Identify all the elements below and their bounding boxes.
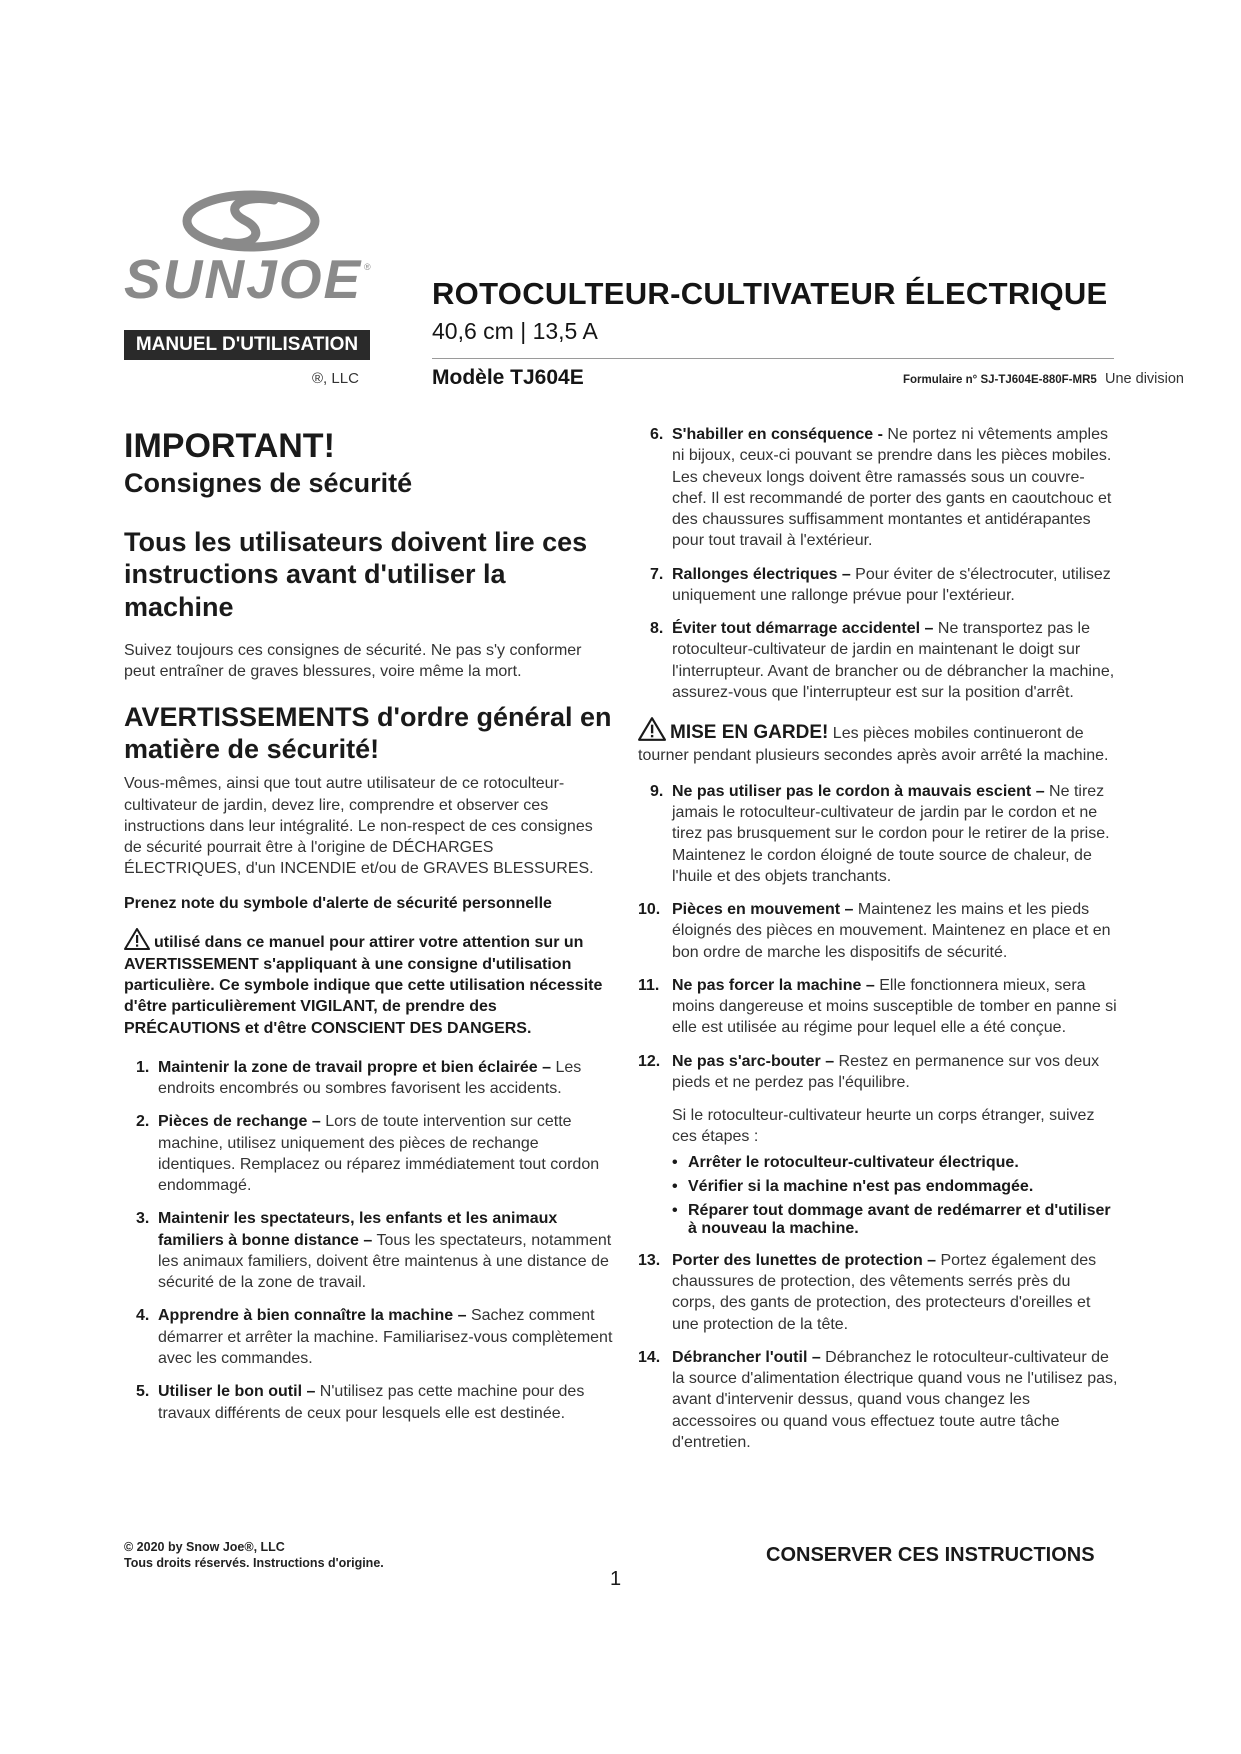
right-safety-list-a bbox=[638, 424, 1118, 703]
item-title: Porter des lunettes de protection – bbox=[672, 1251, 937, 1269]
all-users-heading: Tous les utilisateurs doivent lire ces instructions avant d'utiliser la machine bbox=[124, 526, 588, 622]
item-number: 8. bbox=[650, 620, 664, 638]
warning-triangle-icon bbox=[124, 928, 150, 950]
item-number: 11. bbox=[638, 976, 660, 994]
safety-item bbox=[124, 1111, 614, 1196]
item-number: 10. bbox=[638, 901, 661, 919]
item-text: Tous les spectateurs, notamment les animaux familiers, doivent être maintenus à une distance de sécurité de la zone de travail. bbox=[158, 1231, 612, 1292]
product-spec: 40,6 cm | 13,5 A bbox=[432, 318, 598, 344]
warnings-heading: AVERTISSEMENTS d'ordre général en matière de sécurité! bbox=[124, 701, 612, 764]
safety-subheading: Consignes de sécurité bbox=[124, 468, 413, 499]
safety-item bbox=[638, 564, 1118, 607]
safety-item bbox=[124, 1381, 614, 1424]
item-text: Ne portez ni vêtements amples ni bijoux, ceux-ci pouvant se prendre dans les pièces mobiles. Les cheveux longs doivent être ramassés sous un couvre-chef. Il est recommandé de porter des gants en caoutchouc et des chaussures suffisamment montantes et antidérapantes pour tout travail à l'extérieur. bbox=[672, 426, 1112, 550]
item-title: Ne pas utiliser pas le cordon à mauvais escient – bbox=[672, 782, 1045, 800]
form-number: Formulaire n° SJ-TJ604E-880F-MR5 bbox=[903, 374, 1097, 386]
left-safety-list bbox=[124, 1057, 614, 1424]
symbol-note: Prenez note du symbole d'alerte de sécurité personnelle bbox=[124, 894, 552, 912]
header-divider bbox=[432, 358, 1114, 359]
safety-item bbox=[124, 1057, 614, 1100]
right-column bbox=[638, 424, 1118, 1465]
brand-name: SUNJOE bbox=[124, 248, 363, 310]
brand-registered-mark: ® bbox=[364, 262, 371, 272]
safety-item bbox=[638, 1347, 1118, 1453]
item-text: Les endroits encombrés ou sombres favorisent les accidents. bbox=[158, 1058, 582, 1098]
item-number: 4. bbox=[136, 1307, 150, 1325]
item-title: Ne pas forcer la machine – bbox=[672, 976, 875, 994]
item-title: Maintenir la zone de travail propre et bien éclairée – bbox=[158, 1058, 552, 1076]
model-number: Modèle TJ604E bbox=[432, 366, 584, 389]
item12-steps bbox=[638, 1105, 1118, 1238]
symbol-text: utilisé dans ce manuel pour attirer votre attention sur un AVERTISSEMENT s'appliquant à une consigne d'utilisation particulière. Ce symbole indique que cette utilisation nécessite d'être particulièrement VIGILANT, de prendre des PRÉCAUTIONS et d'être CONSCIENT DES DANGERS. bbox=[124, 934, 603, 1037]
caution-word: MISE EN GARDE! bbox=[670, 722, 829, 744]
item-number: 7. bbox=[650, 565, 664, 583]
important-heading: IMPORTANT! bbox=[124, 427, 335, 465]
safety-item bbox=[638, 781, 1118, 887]
item-text: Maintenez les mains et les pieds éloignés des pièces en mouvement. Maintenez en place et en bon ordre de marche les dispositifs de sécurité. bbox=[672, 901, 1111, 961]
warnings-paragraph: Vous-mêmes, ainsi que tout autre utilisateur de ce rotoculteur-cultivateur de jardin, devez lire, comprendre et observer ces instructions dans leur intégralité. Le non-respect de ces consignes de sécurité pourrait être à l'origine de DÉCHARGES ÉLECTRIQUES, d'un INCENDIE et/ou de GRAVES BLESSURES. bbox=[124, 775, 594, 878]
safety-item bbox=[124, 1208, 614, 1293]
caution-text: Les pièces mobiles continueront de tourner pendant plusieurs secondes après avoir arrêté la machine. bbox=[638, 725, 1109, 765]
item-text: Lors de toute intervention sur cette machine, utilisez uniquement des pièces de rechange identiques. Remplacez ou réparez immédiatement tout cordon endommagé. bbox=[158, 1113, 600, 1195]
division-text: Une division bbox=[1105, 371, 1184, 387]
item-number: 5. bbox=[136, 1383, 150, 1401]
safety-item bbox=[638, 975, 1118, 1039]
safety-item bbox=[638, 1250, 1118, 1335]
keep-instructions: CONSERVER CES INSTRUCTIONS bbox=[766, 1544, 1095, 1566]
item-text: Portez également des chaussures de protection, des vêtements serrés près du corps, des gants de protection, des protecteurs d'oreilles et une protection de la tête. bbox=[672, 1251, 1097, 1333]
item-text: Ne transportez pas le rotoculteur-cultivateur de jardin en maintenant le doigt sur l'interrupteur. Avant de brancher ou de débrancher la machine, assurez-vous que l'interrupteur est sur la position d'arrêt. bbox=[672, 620, 1115, 701]
item-text: Ne tirez jamais le rotoculteur-cultivateur de jardin par le cordon et ne tirez pas brusquement sur le cordon pour le retirer de la prise. Maintenez le cordon éloigné de toute source de chaleur, de l'huile et des objets tranchants. bbox=[672, 782, 1110, 885]
item-title: Éviter tout démarrage accidentel – bbox=[672, 620, 934, 638]
right-safety-list-c bbox=[638, 1250, 1118, 1453]
item-number: 14. bbox=[638, 1348, 661, 1366]
item12-subparagraph: Si le rotoculteur-cultivateur heurte un corps étranger, suivez ces étapes : bbox=[672, 1107, 1095, 1146]
item-number: 2. bbox=[136, 1113, 150, 1131]
rights-line: Tous droits réservés. Instructions d'origine. bbox=[124, 1556, 384, 1570]
step-bullet: • Vérifier si la machine n'est pas endommagée. bbox=[672, 1178, 1118, 1196]
manual-tag: MANUEL D'UTILISATION bbox=[124, 330, 370, 360]
item-title: Maintenir les spectateurs, les enfants et les animaux familiers à bonne distance – bbox=[158, 1210, 558, 1249]
item-title: Pièces de rechange – bbox=[158, 1113, 321, 1131]
item-text: N'utilisez pas cette machine pour des travaux différents de ceux pour lesquels elle est destinée. bbox=[158, 1383, 585, 1422]
item-text: Pour éviter de s'électrocuter, utilisez uniquement une rallonge prévue pour l'extérieur. bbox=[672, 565, 1111, 604]
product-title: ROTOCULTEUR-CULTIVATEUR ÉLECTRIQUE bbox=[432, 276, 1108, 311]
item-number: 9. bbox=[650, 782, 664, 800]
item-text: Restez en permanence sur vos deux pieds et ne perdez pas l'équilibre. bbox=[672, 1052, 1100, 1091]
page-number: 1 bbox=[610, 1568, 622, 1590]
item-title: Rallonges électriques – bbox=[672, 565, 851, 583]
safety-item bbox=[638, 1051, 1118, 1094]
safety-item bbox=[638, 618, 1118, 703]
item-number: 6. bbox=[650, 426, 664, 443]
step-bullet: • Arrêter le rotoculteur-cultivateur électrique. bbox=[672, 1154, 1118, 1172]
steps-bullet-list bbox=[672, 1154, 1118, 1238]
item-title: Apprendre à bien connaître la machine – bbox=[158, 1307, 467, 1325]
warning-triangle-icon bbox=[638, 717, 666, 741]
item-number: 1. bbox=[136, 1058, 150, 1076]
item-text: Débranchez le rotoculteur-cultivateur de la source d'alimentation électrique quand vous ne l'utilisez pas, avant d'intervenir dessus, quand vous changez les accessoires ou quand vous effectuez toute autre tâche d'entretien. bbox=[672, 1348, 1118, 1451]
llc-text: ®, LLC bbox=[312, 370, 359, 387]
safety-item bbox=[638, 899, 1118, 963]
item-number: 12. bbox=[638, 1052, 661, 1070]
safety-item bbox=[638, 424, 1118, 552]
item-title: Ne pas s'arc-bouter – bbox=[672, 1052, 835, 1070]
item-title: Pièces en mouvement – bbox=[672, 901, 854, 919]
caution-paragraph bbox=[638, 717, 1118, 767]
copyright-line: © 2020 by Snow Joe®, LLC bbox=[124, 1540, 285, 1554]
item-title: Débrancher l'outil – bbox=[672, 1348, 821, 1366]
intro-paragraph: Suivez toujours ces consignes de sécurité. Ne pas s'y conformer peut entraîner de graves blessures, voire même la mort. bbox=[124, 641, 582, 680]
item-number: 3. bbox=[136, 1210, 150, 1228]
step-bullet: • Réparer tout dommage avant de redémarrer et d'utiliser à nouveau la machine. bbox=[672, 1202, 1118, 1238]
safety-item bbox=[124, 1305, 614, 1369]
symbol-paragraph bbox=[124, 928, 614, 1038]
item-title: S'habiller en conséquence - bbox=[672, 426, 883, 443]
item-text: Sachez comment démarrer et arrêter la machine. Familiarisez-vous complètement avec les commandes. bbox=[158, 1307, 613, 1367]
item-number: 13. bbox=[638, 1251, 661, 1269]
left-column bbox=[124, 428, 614, 1436]
item-text: Elle fonctionnera mieux, sera moins dangereuse et moins susceptible de tomber en panne si elle est utilisée au régime pour lequel elle a été conçue. bbox=[672, 976, 1117, 1037]
sunjoe-logo-icon bbox=[182, 190, 320, 252]
right-safety-list-b bbox=[638, 781, 1118, 1093]
item-title: Utiliser le bon outil – bbox=[158, 1383, 316, 1401]
